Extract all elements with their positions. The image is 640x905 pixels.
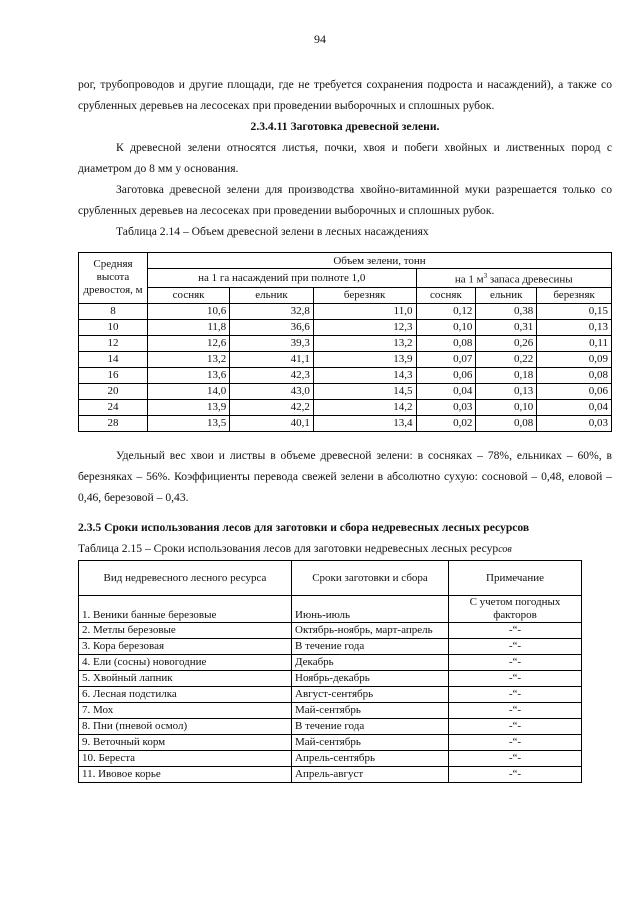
volume-cell: 13,9 (313, 351, 416, 367)
volume-cell: 0,13 (476, 383, 537, 399)
table-row (79, 303, 612, 319)
volume-cell: 40,1 (230, 415, 314, 431)
volume-cell: 13,6 (148, 367, 230, 383)
table-row (79, 319, 612, 335)
volume-cell: 0,18 (476, 367, 537, 383)
volume-cell: 11,0 (313, 303, 416, 319)
volume-cell: 0,08 (416, 335, 476, 351)
definition-paragraph: К древесной зелени относятся листья, почки, хвоя и побеги хвойных и лиственных пород с диаметром до 8 мм у основания. (78, 141, 612, 175)
table-row (79, 735, 582, 751)
volume-cell: 0,09 (537, 351, 612, 367)
table2-caption: Таблица 2.15 – Сроки использования лесов для заготовки недревесных лесных ресурсов (78, 542, 512, 555)
subheader-cell: сосняк (148, 287, 230, 303)
table-row (79, 751, 582, 767)
volume-cell: 14,2 (313, 399, 416, 415)
note-cell: -“- (449, 767, 582, 783)
table-row (79, 703, 582, 719)
period-cell: В течение года (292, 639, 449, 655)
note-cell: -“- (449, 703, 582, 719)
table-row (79, 415, 612, 431)
height-cell: 24 (79, 399, 148, 415)
note-cell: -“- (449, 719, 582, 735)
weight-paragraph: Удельный вес хвои и листвы в объеме древесной зелени: в сосняках – 78%, ельниках – 60%, в березняках – 56%. Коэффициенты перевода свежей зелени в абсолютно сухую: сосновой – 0,48, еловой – 0,46, березовой – 0,43. (78, 449, 612, 504)
permit-paragraph: Заготовка древесной зелени для производства хвойно-витаминной муки разрешается только со срубленных деревьев на лесосеках при проведении выборочных и сплошных рубок. (78, 183, 612, 217)
volume-cell: 0,02 (416, 415, 476, 431)
resource-cell: 6. Лесная подстилка (79, 687, 292, 703)
height-cell: 12 (79, 335, 148, 351)
subheader-cell: сосняк (416, 287, 476, 303)
subheader-cell: ельник (476, 287, 537, 303)
volume-cell: 0,26 (476, 335, 537, 351)
body-text-middle (78, 445, 612, 560)
volume-cell: 14,5 (313, 383, 416, 399)
note-cell: -“- (449, 623, 582, 639)
group-per-m3: на 1 $м^3$ запаса древесины (416, 269, 612, 288)
col-resource-header: Вид недревесного лесного ресурса (79, 561, 292, 596)
section-heading-2-3-5: 2.3.5 Сроки использования лесов для заготовки и сбора недревесных лесных ресурсов (78, 521, 530, 534)
volume-cell: 32,8 (230, 303, 314, 319)
volume-cell: 0,38 (476, 303, 537, 319)
period-cell: Ноябрь-декабрь (292, 671, 449, 687)
resource-cell: 1. Веники банные березовые (79, 596, 292, 623)
volume-cell: 13,5 (148, 415, 230, 431)
resource-cell: 3. Кора березовая (79, 639, 292, 655)
volume-cell: 0,12 (416, 303, 476, 319)
table-row (79, 383, 612, 399)
nonwood-resources-table (78, 560, 582, 783)
table-row (79, 655, 582, 671)
volume-cell: 41,1 (230, 351, 314, 367)
subheader-cell: березняк (537, 287, 612, 303)
period-cell: Октябрь-ноябрь, март-апрель (292, 623, 449, 639)
table-row (79, 623, 582, 639)
subheader-cell: ельник (230, 287, 314, 303)
period-cell: В течение года (292, 719, 449, 735)
volume-cell: 0,07 (416, 351, 476, 367)
resource-cell: 10. Береста (79, 751, 292, 767)
height-cell: 14 (79, 351, 148, 367)
volume-cell: 0,13 (537, 319, 612, 335)
note-cell: -“- (449, 735, 582, 751)
table-row (79, 351, 612, 367)
period-cell: Июнь-июль (292, 596, 449, 623)
volume-cell: 0,08 (537, 367, 612, 383)
note-cell: -“- (449, 639, 582, 655)
table-row (79, 687, 582, 703)
height-cell: 28 (79, 415, 148, 431)
volume-cell: 0,03 (537, 415, 612, 431)
note-cell: -“- (449, 655, 582, 671)
resource-cell: 5. Хвойный лапник (79, 671, 292, 687)
note-cell: С учетом погодных факторов (449, 596, 582, 623)
volume-cell: 0,10 (476, 399, 537, 415)
green-volume-table (78, 252, 612, 432)
volume-cell: 13,2 (313, 335, 416, 351)
volume-cell: 13,4 (313, 415, 416, 431)
volume-cell: 11,8 (148, 319, 230, 335)
period-cell: Август-сентябрь (292, 687, 449, 703)
height-cell: 20 (79, 383, 148, 399)
resource-cell: 2. Метлы березовые (79, 623, 292, 639)
period-cell: Декабрь (292, 655, 449, 671)
period-cell: Апрель-сентябрь (292, 751, 449, 767)
table-row (79, 639, 582, 655)
note-cell: -“- (449, 671, 582, 687)
volume-cell: 0,10 (416, 319, 476, 335)
volume-cell: 39,3 (230, 335, 314, 351)
height-cell: 16 (79, 367, 148, 383)
volume-cell: 14,3 (313, 367, 416, 383)
period-cell: Апрель-август (292, 767, 449, 783)
intro-paragraph: рог, трубопроводов и другие площади, где не требуется сохранения подроста и насаждений), а также со срубленных деревьев на лесосеках при проведении выборочных и сплошных рубок. (78, 78, 612, 112)
volume-cell: 42,2 (230, 399, 314, 415)
subheader-row (79, 287, 612, 303)
volume-cell: 0,03 (416, 399, 476, 415)
section-heading-2-3-4-11: 2.3.4.11 Заготовка древесной зелени. (250, 120, 440, 133)
table1-caption: Таблица 2.14 – Объем древесной зелени в лесных насаждениях (116, 225, 429, 238)
table-row (79, 399, 612, 415)
volume-cell: 12,6 (148, 335, 230, 351)
volume-cell: 12,3 (313, 319, 416, 335)
volume-cell: 0,11 (537, 335, 612, 351)
height-cell: 8 (79, 303, 148, 319)
volume-cell: 36,6 (230, 319, 314, 335)
resource-cell: 4. Ели (сосны) новогодние (79, 655, 292, 671)
resource-cell: 11. Ивовое корье (79, 767, 292, 783)
table-row (79, 335, 612, 351)
volume-cell: 13,9 (148, 399, 230, 415)
resource-cell: 8. Пни (пневой осмол) (79, 719, 292, 735)
period-cell: Май-сентябрь (292, 703, 449, 719)
note-cell: -“- (449, 751, 582, 767)
volume-cell: 0,06 (537, 383, 612, 399)
table-row (79, 596, 582, 623)
page-number: 94 (314, 32, 326, 46)
resource-cell: 7. Мох (79, 703, 292, 719)
height-cell: 10 (79, 319, 148, 335)
period-cell: Май-сентябрь (292, 735, 449, 751)
volume-cell: 0,08 (476, 415, 537, 431)
volume-cell: 0,31 (476, 319, 537, 335)
volume-cell: 0,15 (537, 303, 612, 319)
volume-cell: 10,6 (148, 303, 230, 319)
body-text-top (78, 74, 612, 242)
table-row (79, 671, 582, 687)
volume-cell: 0,04 (537, 399, 612, 415)
volume-cell: 43,0 (230, 383, 314, 399)
table-row (79, 719, 582, 735)
volume-cell: 13,2 (148, 351, 230, 367)
col-height-header: Средняя высота древостоя, м (79, 253, 148, 304)
col-period-header: Сроки заготовки и сбора (292, 561, 449, 596)
resource-cell: 9. Веточный корм (79, 735, 292, 751)
col-note-header: Примечание (449, 561, 582, 596)
volume-cell: 14,0 (148, 383, 230, 399)
note-cell: -“- (449, 687, 582, 703)
volume-cell: 0,04 (416, 383, 476, 399)
volume-cell: 0,06 (416, 367, 476, 383)
volume-cell: 0,22 (476, 351, 537, 367)
group-per-hectare: на 1 га насаждений при полноте 1,0 (148, 269, 417, 288)
subheader-cell: березняк (313, 287, 416, 303)
table-row (79, 767, 582, 783)
volume-cell: 42,3 (230, 367, 314, 383)
table-row (79, 367, 612, 383)
col-volume-header: Объем зелени, тонн (148, 253, 612, 269)
